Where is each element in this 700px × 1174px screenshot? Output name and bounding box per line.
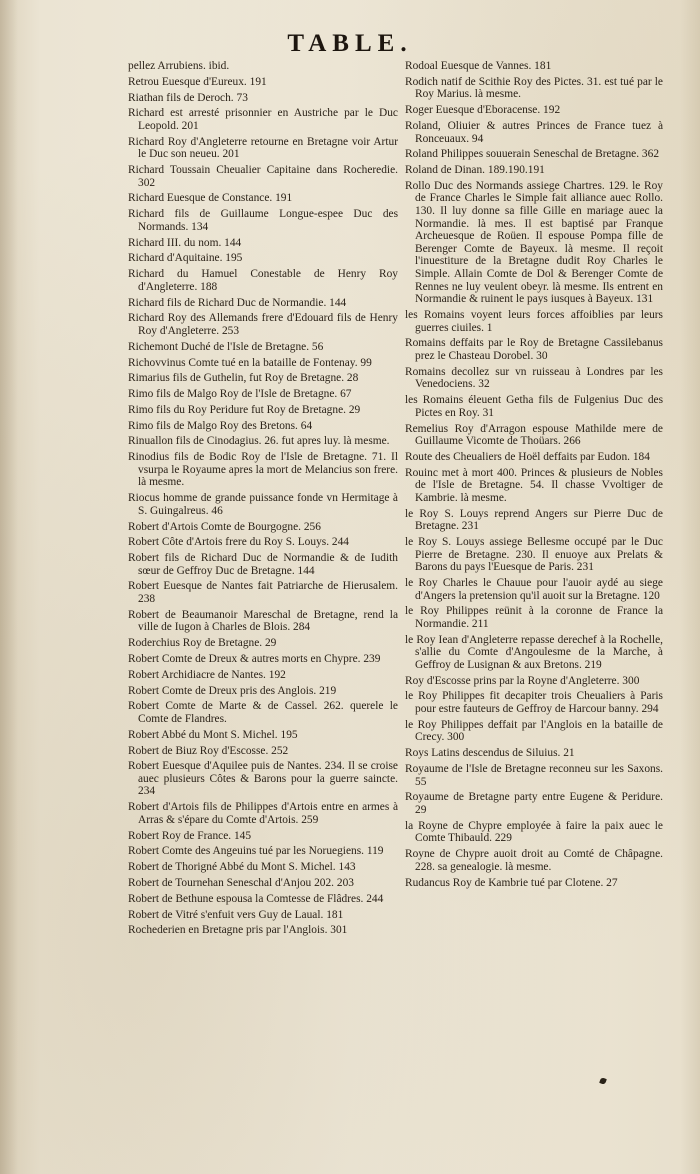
index-entry: Richard Roy des Allemands frere d'Edouard fils de Henry Roy d'Angleterre. 253 xyxy=(128,312,398,337)
index-entry: Retrou Euesque d'Eureux. 191 xyxy=(128,75,267,88)
index-entry: Richard Euesque de Constance. 191 xyxy=(128,192,293,205)
index-entry: Richard Roy d'Angleterre retourne en Bretagne voir Artur le Duc son neueu. 201 xyxy=(128,135,398,161)
index-entry: Royaume de l'Isle de Bretagne reconneu sur les Saxons. 55 xyxy=(405,763,663,788)
index-entry: Robert de Vitré s'enfuit vers Guy de Laual. 181 xyxy=(128,908,344,921)
index-entry: Remelius Roy d'Arragon espouse Mathilde mere de Guillaume Vicomte de Thoüars. 266 xyxy=(405,422,663,448)
index-entry: Richard III. du nom. 144 xyxy=(128,236,242,249)
index-entry: Rouinc met à mort 400. Princes & plusieurs de Nobles de l'Isle de Bretagne. 54. Il chasse Vvoltiger de Kambrie. là mesme. xyxy=(405,466,663,504)
index-entry: Richard est arresté prisonnier en Austriche par le Duc Leopold. 201 xyxy=(128,107,398,132)
index-entry: Robert de Tournehan Seneschal d'Anjou 202. 203 xyxy=(128,876,354,889)
index-entry: Roland Philippes souuerain Seneschal de Bretagne. 362 xyxy=(405,148,660,161)
index-entry: Robert Comte de Dreux & autres morts en Chypre. 239 xyxy=(128,653,381,665)
index-entry: Robert Abbé du Mont S. Michel. 195 xyxy=(128,728,298,741)
index-entry: Robert Euesque de Nantes fait Patriarche de Hierusalem. 238 xyxy=(128,580,398,606)
index-entry: Rinuallon fils de Cinodagius. 26. fut apres luy. là mesme. xyxy=(128,435,390,448)
index-entry: Richard d'Aquitaine. 195 xyxy=(128,252,243,265)
index-entry: Rimarius fils de Guthelin, fut Roy de Bretagne. 28 xyxy=(128,372,359,385)
index-entry: Robert Comte de Dreux pris des Anglois. 219 xyxy=(128,684,337,697)
index-entry: Richovvinus Comte tué en la bataille de Fontenay. 99 xyxy=(128,356,372,369)
index-entry: Robert Archidiacre de Nantes. 192 xyxy=(128,668,286,681)
index-entry: le Roy Philippes deffait par l'Anglois en la bataille de Crecy. 300 xyxy=(405,718,663,744)
page-title: TABLE. xyxy=(287,30,413,57)
index-entry: Robert de Bethune espousa la Comtesse de Flâdres. 244 xyxy=(128,892,384,905)
index-entry: Richard fils de Guillaume Longue-espee Duc des Normands. 134 xyxy=(128,208,398,233)
index-entry: Roger Euesque d'Eboracense. 192 xyxy=(405,104,561,117)
page-fold-shadow xyxy=(0,0,18,1174)
index-entry: Robert de Beaumanoir Mareschal de Bretagne, rend la ville de Iugon à Charles de Blois. 284 xyxy=(128,608,398,634)
index-entry: Rimo fils de Malgo Roy des Bretons. 64 xyxy=(128,419,313,432)
index-entry: le Roy Iean d'Angleterre repasse derechef à la Rochelle, s'allie du Comte d'Angoulesme de la Marche, à Geffroy de Lusignan & aux Bretons. 219 xyxy=(405,633,663,671)
index-entry: Riathan fils de Deroch. 73 xyxy=(128,91,248,104)
index-entry: les Romains voyent leurs forces affoiblies par leurs guerres ciuiles. 1 xyxy=(405,309,663,334)
index-entry: Rimo fils de Malgo Roy de l'Isle de Bretagne. 67 xyxy=(128,388,352,401)
index-entry: Robert fils de Richard Duc de Normandie & de Iudith sœur de Geffroy Duc de Bretagne. 144 xyxy=(128,552,398,577)
index-entry: Rinodius fils de Bodic Roy de l'Isle de Bretagne. 71. Il vsurpa le Royaume apres la mort de Melancius son frere. là mesme. xyxy=(128,451,398,489)
index-entry: Rudancus Roy de Kambrie tué par Clotene. 27 xyxy=(405,876,618,889)
index-entry: Rimo fils du Roy Peridure fut Roy de Bretagne. 29 xyxy=(128,403,361,416)
index-entry: Robert Roy de France. 145 xyxy=(128,829,252,842)
index-entry: Riocus homme de grande puissance fonde vn Hermitage à S. Guingalreus. 46 xyxy=(128,492,398,517)
index-entry: Roys Latins descendus de Siluius. 21 xyxy=(405,747,575,760)
index-entry: Robert de Biuz Roy d'Escosse. 252 xyxy=(128,744,289,757)
index-entry: Robert Comte des Angeuins tué par les Noruegiens. 119 xyxy=(128,845,384,858)
index-entry: le Roy Charles le Chauue pour l'auoir aydé au siege d'Angers la pretension qu'il auoit sur la Bretagne. 120 xyxy=(405,576,663,602)
index-entry: Richard fils de Richard Duc de Normandie. 144 xyxy=(128,296,347,309)
index-entry: le Roy Philippes reünit à la coronne de France la Normandie. 211 xyxy=(405,605,663,630)
index-entry: Robert de Thorigné Abbé du Mont S. Michel. 143 xyxy=(128,861,356,874)
index-entry: Romains decollez sur vn ruisseau à Londres par les Venedociens. 32 xyxy=(405,365,663,391)
index-entry: Roy d'Escosse prins par la Royne d'Angleterre. 300 xyxy=(405,674,640,687)
index-entry: Richemont Duché de l'Isle de Bretagne. 56 xyxy=(128,340,324,353)
index-entry: Robert Côte d'Artois frere du Roy S. Louys. 244 xyxy=(128,536,349,549)
index-entry: la Royne de Chypre employée à faire la paix auec le Comte Thibauld. 229 xyxy=(405,819,663,845)
index-entry: Royaume de Bretagne party entre Eugene & Peridure. 29 xyxy=(405,791,663,816)
index-entry: Robert Euesque d'Aquilee puis de Nantes. 234. Il se croise auec plusieurs Côtes & Barons pour la guerre saincte. 234 xyxy=(128,760,398,798)
index-entry: Richard Toussain Cheualier Capitaine dans Rocheredie. 302 xyxy=(128,164,398,189)
index-entry: Robert d'Artois Comte de Bourgogne. 256 xyxy=(128,520,321,533)
index-entry: Richard du Hamuel Conestable de Henry Roy d'Angleterre. 188 xyxy=(128,268,398,293)
index-entry: le Roy S. Louys reprend Angers sur Pierre Duc de Bretagne. 231 xyxy=(405,507,663,533)
index-entry: Rodich natif de Scithie Roy des Pictes. 31. est tué par le Roy Marius. là mesme. xyxy=(405,75,663,101)
index-entry: le Roy S. Louys assiege Bellesme occupé par le Duc Pierre de Bretagne. 230. Il enuoye aux Prelats & Barons du pays l'Euesque de Paris. 231 xyxy=(405,536,663,574)
index-entry: Rodoal Euesque de Vannes. 181 xyxy=(405,60,552,72)
index-entry: Romains deffaits par le Roy de Bretagne Cassilebanus prez le Chasteau Dorobel. 30 xyxy=(405,337,663,362)
ink-mark xyxy=(599,1077,607,1085)
index-entry: pellez Arrubiens. ibid. xyxy=(128,60,230,72)
index-entry: Roderchius Roy de Bretagne. 29 xyxy=(128,637,277,650)
index-entry: Robert Comte de Marte & de Cassel. 262. querele le Comte de Flandres. xyxy=(128,700,398,725)
index-entry: le Roy Philippes fit decapiter trois Cheualiers à Paris pour estre fauteurs de Geffroy de Harcour banny. 294 xyxy=(405,690,663,716)
right-index-column xyxy=(405,60,663,892)
index-entry: Royne de Chypre auoit droit au Comté de Châpagne. 228. sa genealogie. là mesme. xyxy=(405,848,663,873)
index-entry: les Romains éleuent Getha fils de Fulgenius Duc des Pictes en Roy. 31 xyxy=(405,394,663,419)
index-entry: Route des Cheualiers de Hoël deffaits par Eudon. 184 xyxy=(405,450,650,463)
index-entry: Roland de Dinan. 189.190.191 xyxy=(405,164,545,177)
index-entry: Rochederien en Bretagne pris par l'Anglois. 301 xyxy=(128,924,348,937)
index-entry: Robert d'Artois fils de Philippes d'Artois entre en armes à Arras & s'épare du Comte d'Artois. 259 xyxy=(128,801,398,826)
index-entry: Roland, Oliuier & autres Princes de France tuez à Ronceuaux. 94 xyxy=(405,119,663,145)
left-index-column xyxy=(128,60,398,940)
index-entry: Rollo Duc des Normands assiege Chartres. 129. le Roy de France Charles le Simple fait alliance auec Rollo. 130. Il luy donne sa fille Gille en mariage auec la Normandie. là mes. Il est baptisé par Franque Archeuesque de Roüen. Il espouse Pompa fille de Berenger Comte de Bayeux. là mesme. Il reçoit l'inuestiture de la Bretagne dudit Roy Charles le Simple. Allain Comte de Dol & Berenger Comte de Rennes ne luy veulent obeyr. là mesme. Ils entrent en Normandie & ruinent le pays iusques à Bayeux. 131 xyxy=(405,179,663,306)
